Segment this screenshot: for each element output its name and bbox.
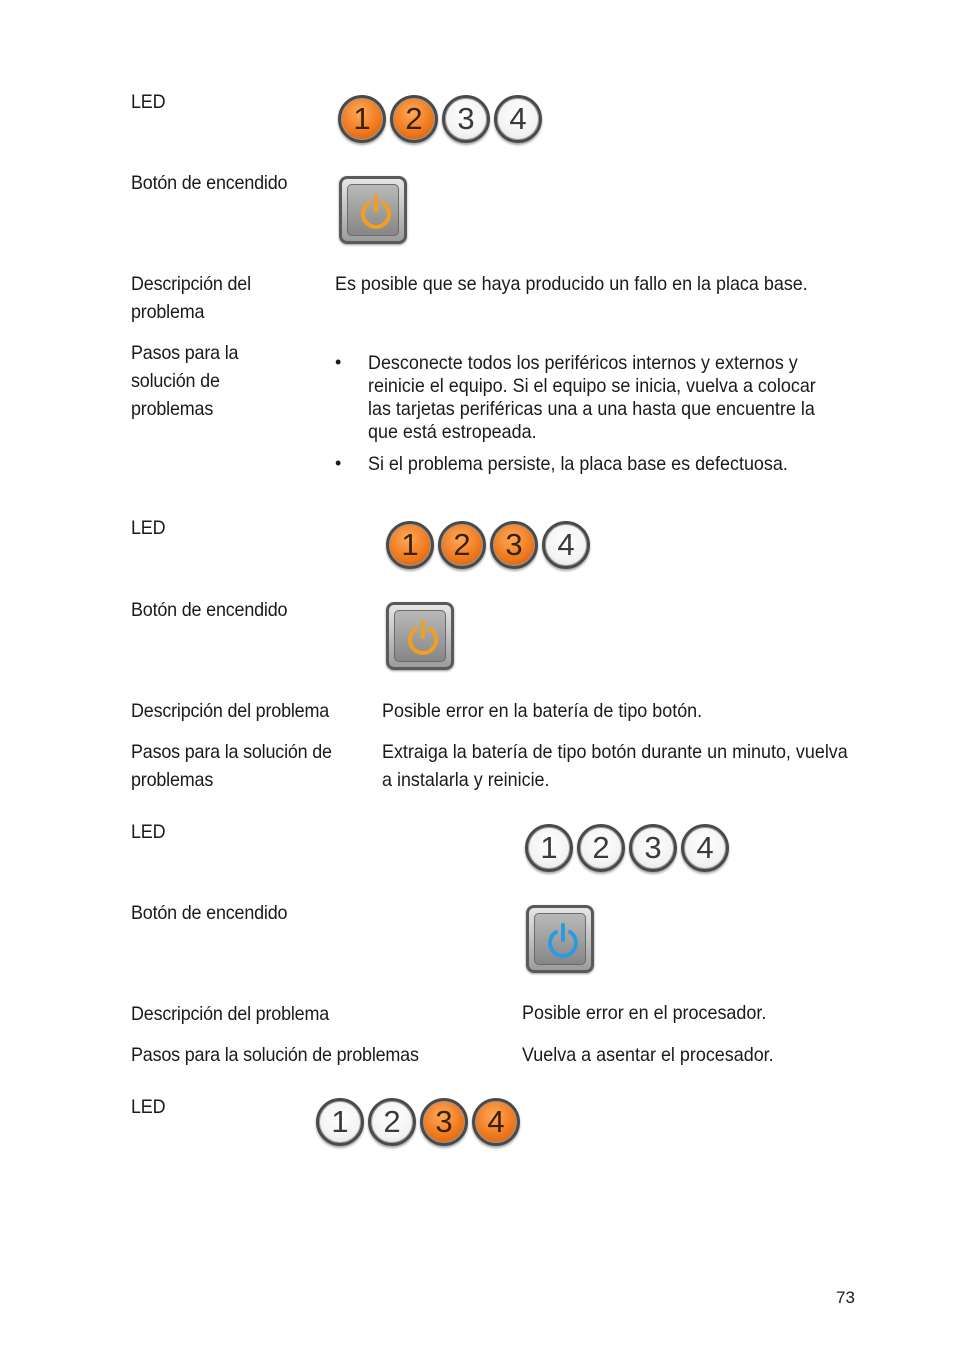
led-label: LED xyxy=(131,91,166,113)
led-row xyxy=(316,1098,526,1152)
led-1-on-icon: 1 xyxy=(386,521,434,569)
led-3-off-icon: 3 xyxy=(442,95,490,143)
power-symbol-icon xyxy=(537,916,589,968)
led-3-off-icon: 3 xyxy=(629,824,677,872)
power-button-icon xyxy=(526,905,594,973)
led-1-on-icon: 1 xyxy=(338,95,386,143)
power-symbol-icon xyxy=(397,613,449,665)
power-button-icon xyxy=(339,176,407,244)
bullet-icon: • xyxy=(335,453,342,473)
troubleshooting-steps-text: Vuelva a asentar el procesador. xyxy=(522,1044,774,1066)
problem-description-label: Descripción del problema xyxy=(131,700,330,722)
list-item: Desconecte todos los periféricos internos y externos y reinicie el equipo. Si el equipo se inicia, vuelva a colocar las tarjetas periféricas una a una hasta que encuentre la que está estropeada. xyxy=(368,352,816,443)
led-4-off-icon: 4 xyxy=(494,95,542,143)
led-2-off-icon: 2 xyxy=(368,1098,416,1146)
led-1-off-icon: 1 xyxy=(316,1098,364,1146)
troubleshooting-steps-label: Pasos para la solución de problemas xyxy=(131,1044,419,1066)
problem-description-text: Es posible que se haya producido un fallo en la placa base. xyxy=(335,273,808,295)
led-1-off-icon: 1 xyxy=(525,824,573,872)
power-symbol-icon xyxy=(350,187,402,239)
led-3-on-icon: 3 xyxy=(420,1098,468,1146)
troubleshooting-steps-text: Extraiga la batería de tipo botón durante un minuto, vuelva a instalarla y reinicie. xyxy=(382,741,848,791)
led-4-off-icon: 4 xyxy=(681,824,729,872)
led-label: LED xyxy=(131,517,166,539)
led-row xyxy=(525,824,735,878)
problem-description-label: Descripción del problema xyxy=(131,273,251,323)
led-2-on-icon: 2 xyxy=(390,95,438,143)
problem-description-text: Posible error en la batería de tipo botón. xyxy=(382,700,703,722)
problem-description-label: Descripción del problema xyxy=(131,1003,330,1025)
problem-description-text: Posible error en el procesador. xyxy=(522,1002,767,1024)
power-button-label: Botón de encendido xyxy=(131,902,288,924)
led-4-on-icon: 4 xyxy=(472,1098,520,1146)
page-number: 73 xyxy=(836,1288,855,1307)
power-button-label: Botón de encendido xyxy=(131,172,288,194)
led-row xyxy=(386,521,596,575)
led-4-off-icon: 4 xyxy=(542,521,590,569)
power-button-label: Botón de encendido xyxy=(131,599,288,621)
power-button-icon xyxy=(386,602,454,670)
troubleshooting-steps-label: Pasos para la solución de problemas xyxy=(131,342,239,420)
led-row xyxy=(338,95,548,149)
troubleshooting-steps-label: Pasos para la solución de problemas xyxy=(131,741,332,791)
led-2-off-icon: 2 xyxy=(577,824,625,872)
led-label: LED xyxy=(131,1096,166,1118)
led-3-on-icon: 3 xyxy=(490,521,538,569)
led-label: LED xyxy=(131,821,166,843)
bullet-icon: • xyxy=(335,352,342,372)
list-item: Si el problema persiste, la placa base es defectuosa. xyxy=(368,453,788,475)
led-2-on-icon: 2 xyxy=(438,521,486,569)
